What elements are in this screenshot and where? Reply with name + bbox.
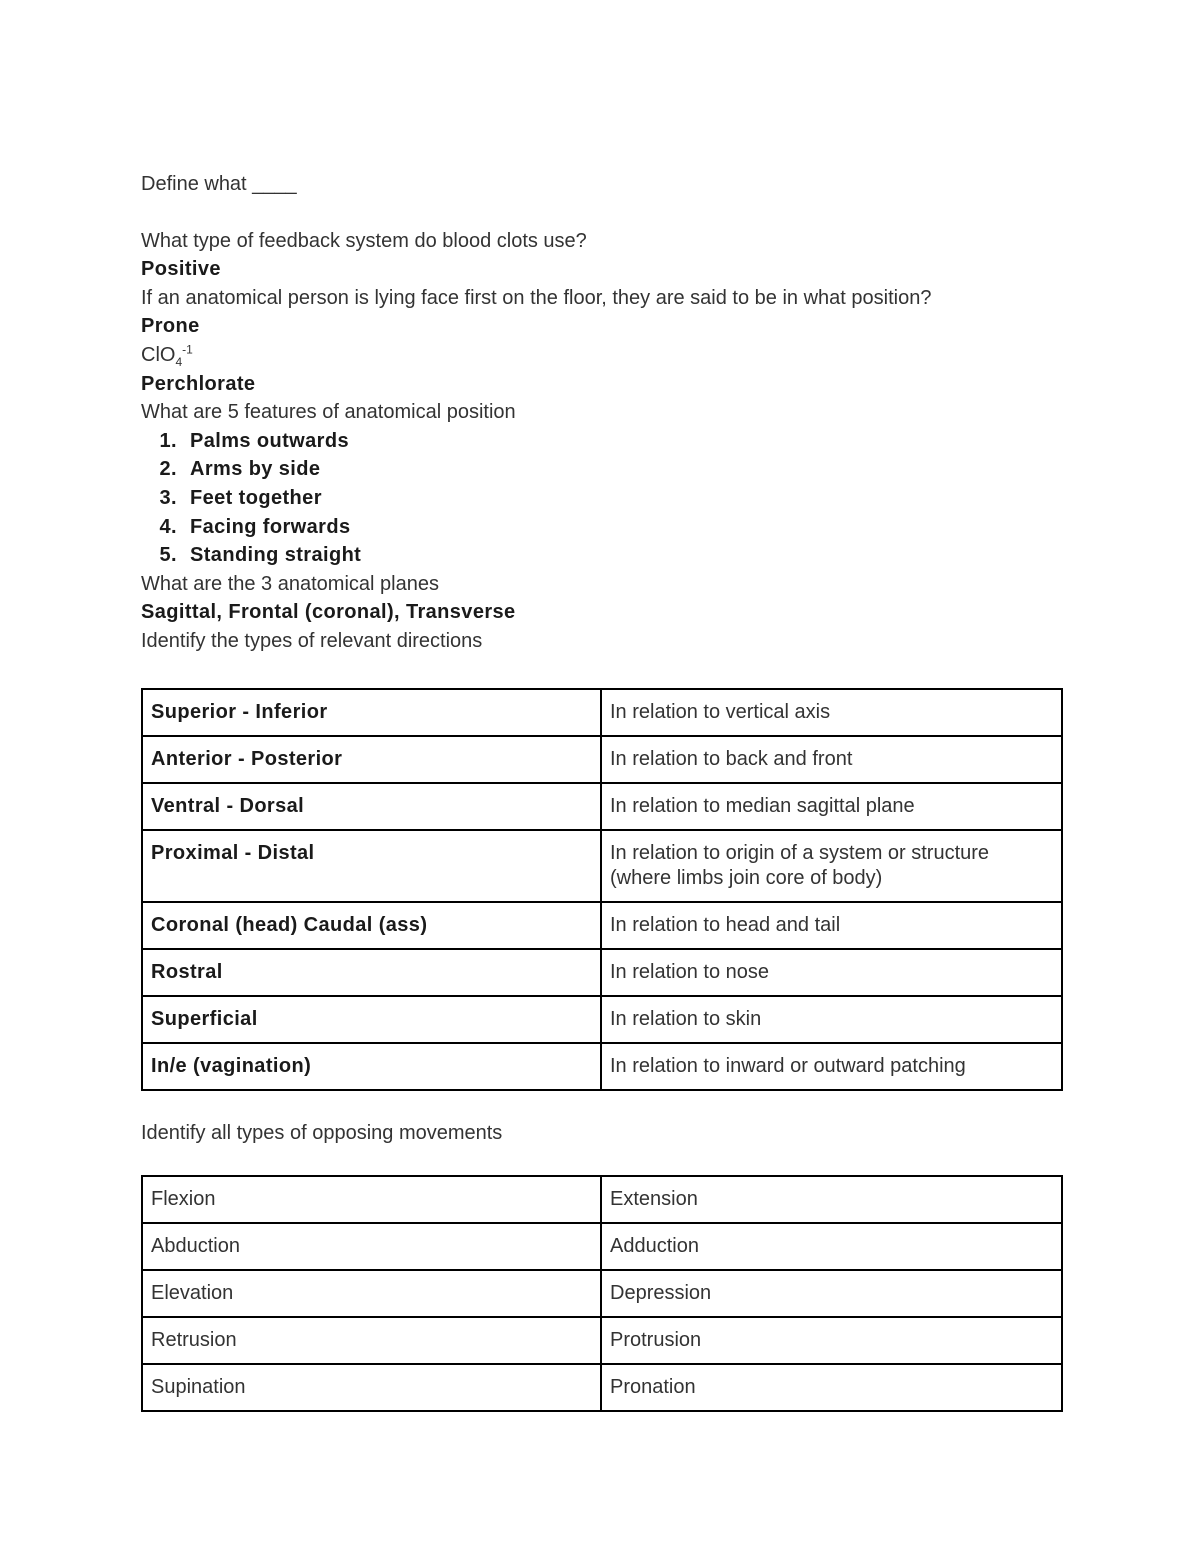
movement-a: Retrusion: [142, 1317, 601, 1364]
movement-a: Elevation: [142, 1270, 601, 1317]
direction-meaning: In relation to head and tail: [601, 902, 1062, 949]
direction-meaning: In relation to nose: [601, 949, 1062, 996]
define-prompt: Define what ____: [141, 173, 297, 195]
table-row: [142, 736, 1062, 783]
movement-b: Pronation: [601, 1364, 1062, 1411]
direction-term: Coronal (head) Caudal (ass): [142, 902, 601, 949]
list-item: 3. Feet together: [159, 486, 322, 509]
direction-term: In/e (vagination): [142, 1043, 601, 1090]
direction-term: Proximal - Distal: [142, 830, 601, 902]
direction-term: Rostral: [142, 949, 601, 996]
direction-meaning: In relation to inward or outward patching: [601, 1043, 1062, 1090]
direction-term: Superficial: [142, 996, 601, 1043]
direction-meaning: In relation to skin: [601, 996, 1062, 1043]
question-features: What are 5 features of anatomical position: [141, 401, 516, 424]
blank-line: [141, 199, 1061, 227]
table-row: [142, 949, 1062, 996]
direction-term: Anterior - Posterior: [142, 736, 601, 783]
direction-meaning: In relation to vertical axis: [601, 689, 1062, 736]
movement-a: Flexion: [142, 1176, 601, 1223]
movements-table: [141, 1175, 1063, 1412]
table-row: [142, 1317, 1062, 1364]
table-row: [142, 783, 1062, 830]
formula-superscript: -1: [182, 342, 193, 357]
list-item: 5. Standing straight: [159, 544, 362, 567]
directions-table: [141, 688, 1063, 1091]
direction-term: Ventral - Dorsal: [142, 783, 601, 830]
direction-meaning: In relation to back and front: [601, 736, 1062, 783]
table-row: [142, 830, 1062, 902]
document-page: [141, 170, 1061, 1412]
features-list: [141, 427, 1061, 570]
answer-position: Prone: [141, 315, 200, 338]
answer-feedback: Positive: [141, 258, 221, 281]
question-planes: What are the 3 anatomical planes: [141, 572, 439, 595]
movement-b: Adduction: [601, 1223, 1062, 1270]
direction-term: Superior - Inferior: [142, 689, 601, 736]
table-row: [142, 1223, 1062, 1270]
formula-base: ClO: [141, 343, 176, 366]
table-row: [142, 996, 1062, 1043]
table-row: [142, 1270, 1062, 1317]
table-row: [142, 689, 1062, 736]
answer-formula: Perchlorate: [141, 372, 256, 395]
movement-b: Extension: [601, 1176, 1062, 1223]
formula-subscript: 4: [175, 354, 183, 369]
table-row: [142, 1176, 1062, 1223]
list-item: 1. Palms outwards: [159, 429, 349, 452]
movement-a: Abduction: [142, 1223, 601, 1270]
movement-b: Depression: [601, 1270, 1062, 1317]
question-directions: Identify the types of relevant directions: [141, 629, 483, 652]
answer-planes: Sagittal, Frontal (coronal), Transverse: [141, 601, 516, 624]
table-row: [142, 902, 1062, 949]
movement-b: Protrusion: [601, 1317, 1062, 1364]
list-item: 2. Arms by side: [159, 458, 321, 481]
formula: [141, 341, 1061, 370]
direction-meaning: In relation to origin of a system or structure (where limbs join core of body): [601, 830, 1062, 902]
movement-a: Supination: [142, 1364, 601, 1411]
direction-meaning: In relation to median sagittal plane: [601, 783, 1062, 830]
question-feedback: What type of feedback system do blood clots use?: [141, 229, 587, 252]
question-movements: Identify all types of opposing movements: [141, 1121, 503, 1144]
question-position: If an anatomical person is lying face first on the floor, they are said to be in what position?: [141, 286, 932, 309]
list-item: 4. Facing forwards: [159, 515, 351, 538]
table-row: [142, 1043, 1062, 1090]
table-row: [142, 1364, 1062, 1411]
